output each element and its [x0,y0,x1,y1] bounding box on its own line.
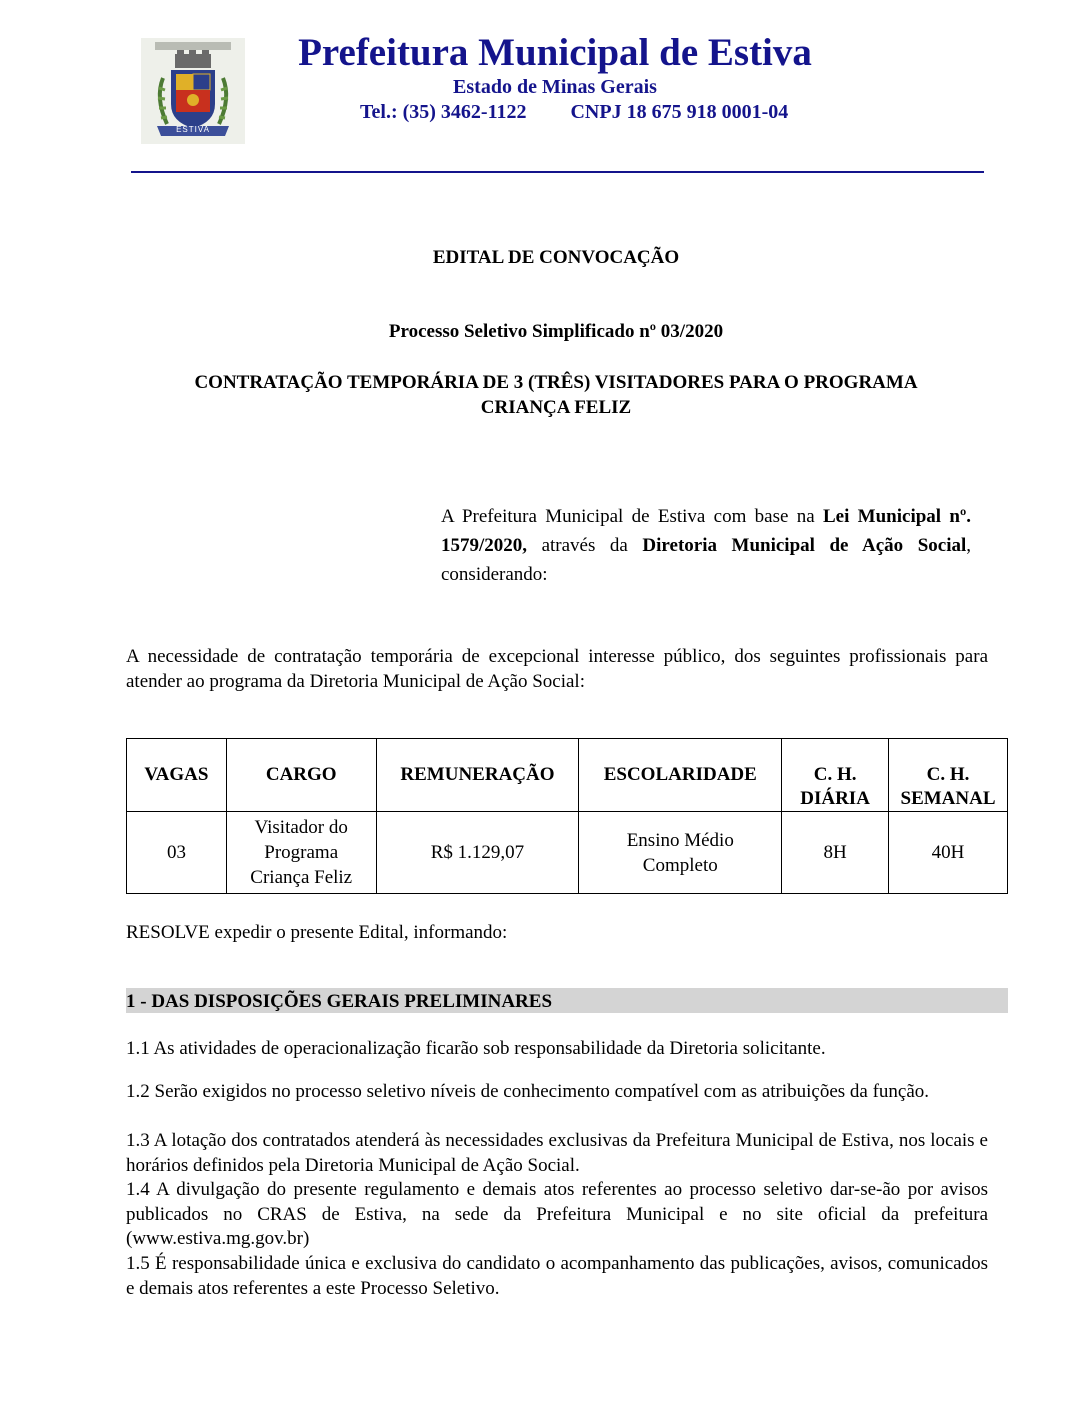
preamble-paragraph [441,502,971,589]
header-vagas: VAGAS [127,739,227,812]
header-ch-semanal-line1: C. H. [926,764,970,785]
process-number: Processo Seletivo Simplificado nº 03/2020 [388,321,724,342]
item-1-4: 1.4 A divulgação do presente regulamento e demais atos referentes ao processo seletivo dar-se-ão por avisos publicados no CRAS de Estiva, na sede da Prefeitura Municipal e no site oficial da prefeitura (www.estiva.mg.gov.br) [126,1179,988,1249]
cell-cargo [226,812,376,894]
section-1-title: 1 - DAS DISPOSIÇÕES GERAIS PRELIMINARES [126,988,1008,1013]
document-subject [100,370,1012,420]
cell-ch-semanal: 40H [889,812,1008,894]
item-1-5: 1.5 É responsabilidade única e exclusiva do candidato o acompanhamento das publicações, avisos, comunicados e demais atos referentes a este Processo Seletivo. [126,1253,988,1299]
resolve-paragraph: RESOLVE expedir o presente Edital, informando: [126,922,508,943]
preamble-text-3: , considerando: [441,535,971,585]
positions-table [126,738,1008,894]
table-row [127,812,1008,894]
table-header-row [127,739,1008,812]
header-ch-diaria-line1: C. H. [813,764,857,785]
header-ch-semanal [889,739,1008,812]
header-divider [131,171,984,173]
law-reference: Lei Municipal nº. 1579/2020, [441,506,971,556]
subject-line-2: CRIANÇA FELIZ [480,397,632,418]
crest-ribbon-text: ESTIVA [176,125,210,134]
header-remuneracao: REMUNERAÇÃO [376,739,579,812]
cell-cargo-line2: Programa [264,842,339,863]
item-1-1: 1.1 As atividades de operacionalização ficarão sob responsabilidade da Diretoria solicitante. [126,1038,826,1059]
cell-cargo-line1: Visitador do [254,817,348,838]
subject-line-1: CONTRATAÇÃO TEMPORÁRIA DE 3 (TRÊS) VISITADORES PARA O PROGRAMA [194,372,918,393]
preamble-text-2: através da [527,535,643,556]
cell-ch-diaria: 8H [782,812,889,894]
department-name: Diretoria Municipal de Ação Social [642,535,967,556]
cell-escolaridade [579,812,782,894]
cell-escolaridade-line2: Completo [642,854,718,876]
contact-line [360,101,840,124]
municipal-crest-icon [141,38,245,144]
document-heading: EDITAL DE CONVOCAÇÃO [432,247,680,268]
header-cargo: CARGO [226,739,376,812]
state-name: Estado de Minas Gerais [453,76,657,98]
cell-cargo-line3: Criança Feliz [250,867,353,888]
item-1-3: 1.3 A lotação dos contratados atenderá às necessidades exclusivas da Prefeitura Municipal de Estiva, nos locais e horários definidos pela Diretoria Municipal de Ação Social. [126,1130,988,1176]
preamble-text-1: A Prefeitura Municipal de Estiva com base na [441,506,823,527]
cell-vagas: 03 [127,812,227,894]
phone-number: Tel.: (35) 3462-1122 [360,101,527,123]
header-ch-diaria-line2: DIÁRIA [800,788,870,809]
header-ch-diaria [782,739,889,812]
item-1-2: 1.2 Serão exigidos no processo seletivo níveis de conhecimento compatível com as atribuições da função. [126,1081,930,1102]
municipality-title: Prefeitura Municipal de Estiva [298,31,812,74]
cell-escolaridade-line1: Ensino Médio [626,829,734,851]
cell-remuneracao: R$ 1.129,07 [376,812,579,894]
header-ch-semanal-line2: SEMANAL [900,788,996,809]
header-escolaridade: ESCOLARIDADE [579,739,782,812]
need-paragraph: A necessidade de contratação temporária de excepcional interesse público, dos seguintes profissionais para atender ao programa da Diretoria Municipal de Ação Social: [126,646,988,692]
cnpj-number: CNPJ 18 675 918 0001-04 [570,101,789,123]
